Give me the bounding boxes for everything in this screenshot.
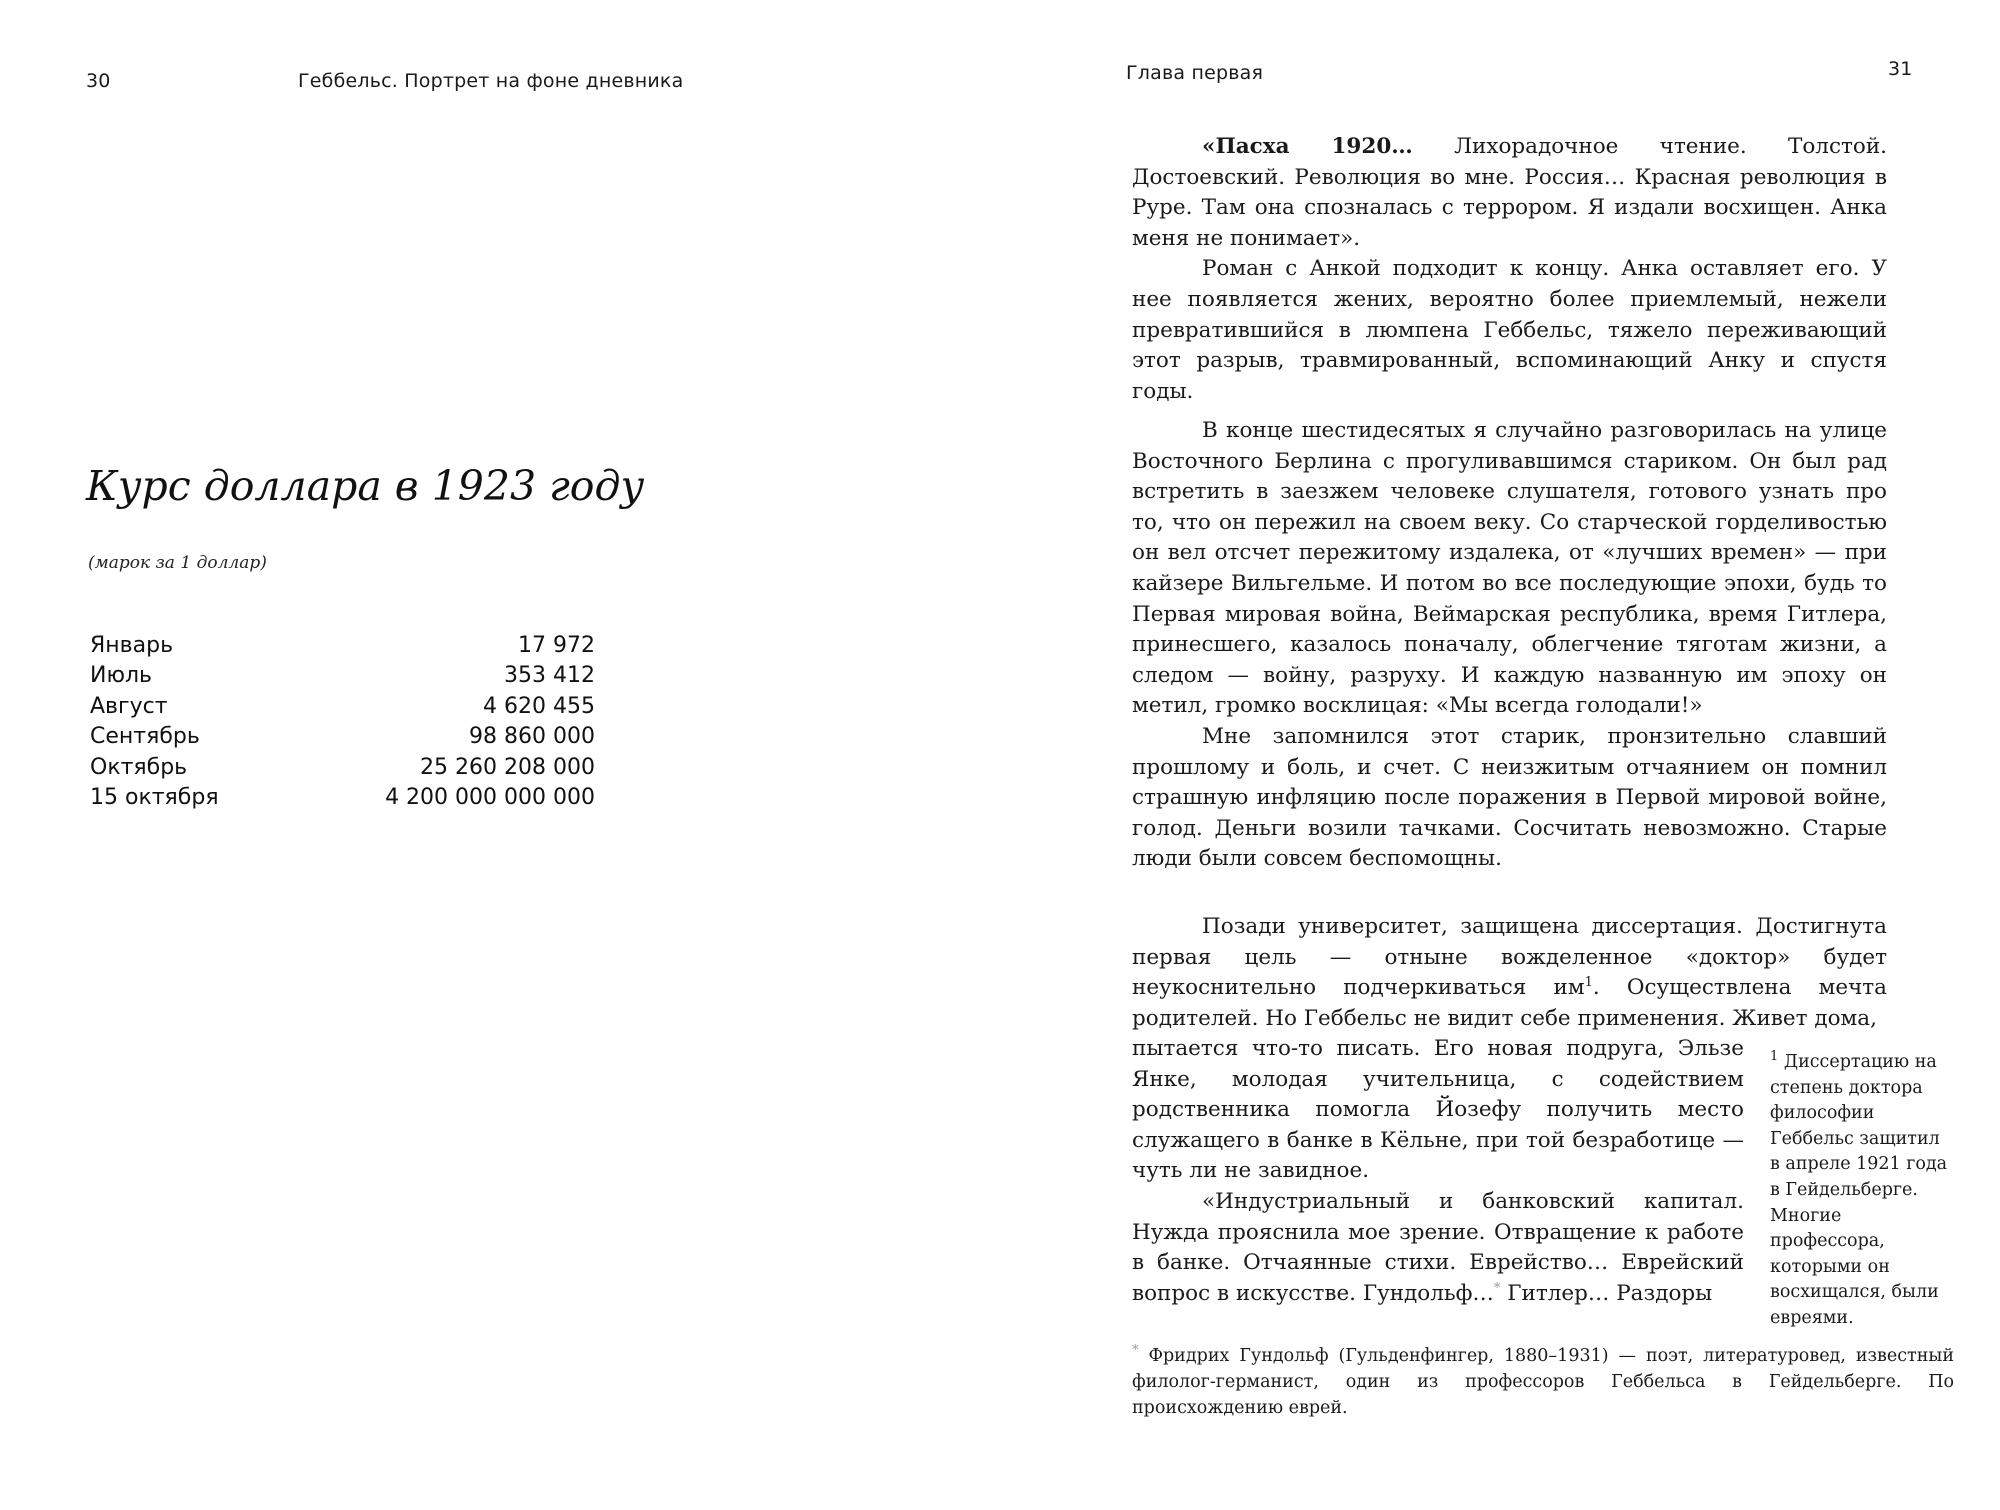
footnote-ref-star: * <box>1493 1280 1501 1296</box>
value-cell: 353 412 <box>504 663 595 689</box>
footnote <box>1132 1343 1954 1421</box>
quote-text: Лихорадочное чтение. Толстой. Достоевский. Революция во мне. Россия… Красная революция в Руре. Там она спозналась с террором. Я издали восхищен. Анка меня не понимает». <box>1132 134 1887 251</box>
month-cell: Июль <box>90 663 153 689</box>
running-title: Геббельс. Портрет на фоне дневника <box>298 70 684 92</box>
quote-industrial-text: «Индустриальный и банковский капитал. Нужда прояснила мое зрение. Отвращение к работе в банке. Отчаянные стихи. Еврейство… Еврейский вопрос в искусстве. Гундольф… <box>1132 1188 1744 1306</box>
month-cell: Январь <box>90 632 174 658</box>
footnote-ref-1: 1 <box>1584 975 1593 991</box>
table-row <box>90 783 595 814</box>
value-cell: 17 972 <box>518 632 595 658</box>
paragraph-university-text-cont: . Осуществлена мечта родителей. Но Геббельс не видит себе применения. Живет дома, <box>1132 975 1887 1031</box>
body-block-1 <box>1132 132 1887 407</box>
month-cell: Сентябрь <box>90 724 200 750</box>
sidenote-marker: 1 <box>1770 1049 1779 1065</box>
chapter-title: Глава первая <box>1126 62 1264 84</box>
sidenote <box>1770 1050 1950 1332</box>
paragraph-university <box>1132 912 1887 1034</box>
footnote-marker: * <box>1132 1343 1139 1359</box>
body-block-3 <box>1132 912 1887 1034</box>
page-number-left: 30 <box>86 70 111 92</box>
footnote-text: Фридрих Гундольф (Гульденфингер, 1880–1931) — поэт, литературовед, известный филолог-германист, один из профессоров Геббельса в Гейдельберге. По происхождению еврей. <box>1132 1346 1954 1418</box>
month-cell: 15 октября <box>90 785 219 811</box>
table-row <box>90 752 595 783</box>
paragraph-anka: Роман с Анкой подходит к концу. Анка оставляет его. У нее появляется жених, вероятно более приемлемый, нежели превратившийся в люмпена Геббельс, тяжело переживающий этот разрыв, травмированный, вспоминающий Анку и спустя годы. <box>1132 256 1887 404</box>
table-subtitle: (марок за 1 доллар) <box>88 553 267 573</box>
sidenote-text: Диссертацию на степень доктора философии Геббельс защитил в апреле 1921 года в Гейдельберге. Многие профессора, которыми он восхищался, были евреями. <box>1770 1052 1948 1328</box>
page-number-right: 31 <box>1888 58 1913 80</box>
value-cell: 25 260 208 000 <box>420 754 595 780</box>
table-row <box>90 691 595 722</box>
value-cell: 4 620 455 <box>483 693 595 719</box>
value-cell: 98 860 000 <box>469 724 595 750</box>
paragraph-old-man: В конце шестидесятых я случайно разговорилась на улице Восточного Берлина с прогуливавшимся стариком. Он был рад встретить в заезжем человеке слушателя, готового узнать про то, что он пережил на своем веку. Со старческой горделивостью он вел отсчет пережитому издалека, от «лучших времен» — при кайзере Вильгельме. И потом во все последующие эпохи, будь то Первая мировая война, Веймарская республика, время Гитлера, принесшего, казалось поначалу, облегчение тяготам жизни, а следом — войну, разруху. И каждую названную им эпоху он метил, громко восклицая: «Мы всегда голодали!» <box>1132 418 1887 719</box>
paragraph-quote-industrial <box>1132 1187 1744 1309</box>
quote-bold-lead: «Пасха 1920… <box>1202 134 1413 159</box>
table-title: Курс доллара в 1923 году <box>86 462 645 510</box>
paragraph-inflation: Мне запомнился этот старик, пронзительно славший прошлому и боль, и счет. С неизжитым отчаянием он помнил страшную инфляцию после поражения в Первой мировой войне, голод. Деньги возили тачками. Сосчитать невозможно. Старые люди были совсем беспомощны. <box>1132 723 1887 872</box>
table-row <box>90 661 595 692</box>
month-cell: Август <box>90 693 168 719</box>
body-block-2 <box>1132 416 1887 875</box>
value-cell: 4 200 000 000 000 <box>385 785 595 811</box>
exchange-rate-table <box>90 630 595 813</box>
month-cell: Октябрь <box>90 754 188 780</box>
table-row <box>90 630 595 661</box>
quote-industrial-text-cont: Гитлер… Раздоры <box>1500 1280 1713 1306</box>
paragraph-university-text: Позади университет, защищена диссертация. Достигнута первая цель — отныне вожделенное «доктор» будет неукоснительно подчеркиваться им <box>1132 914 1887 1001</box>
paragraph-university-cont: пытается что-то писать. Его новая подруга, Эльзе Янке, молодая учительница, с содействием родственника помогла Йозефу получить место служащего в банке в Кёльне, при той безработице — чуть ли не завидное. <box>1132 1036 1744 1184</box>
table-row <box>90 722 595 753</box>
body-block-4 <box>1132 1034 1744 1309</box>
paragraph-quote-easter <box>1132 132 1887 254</box>
